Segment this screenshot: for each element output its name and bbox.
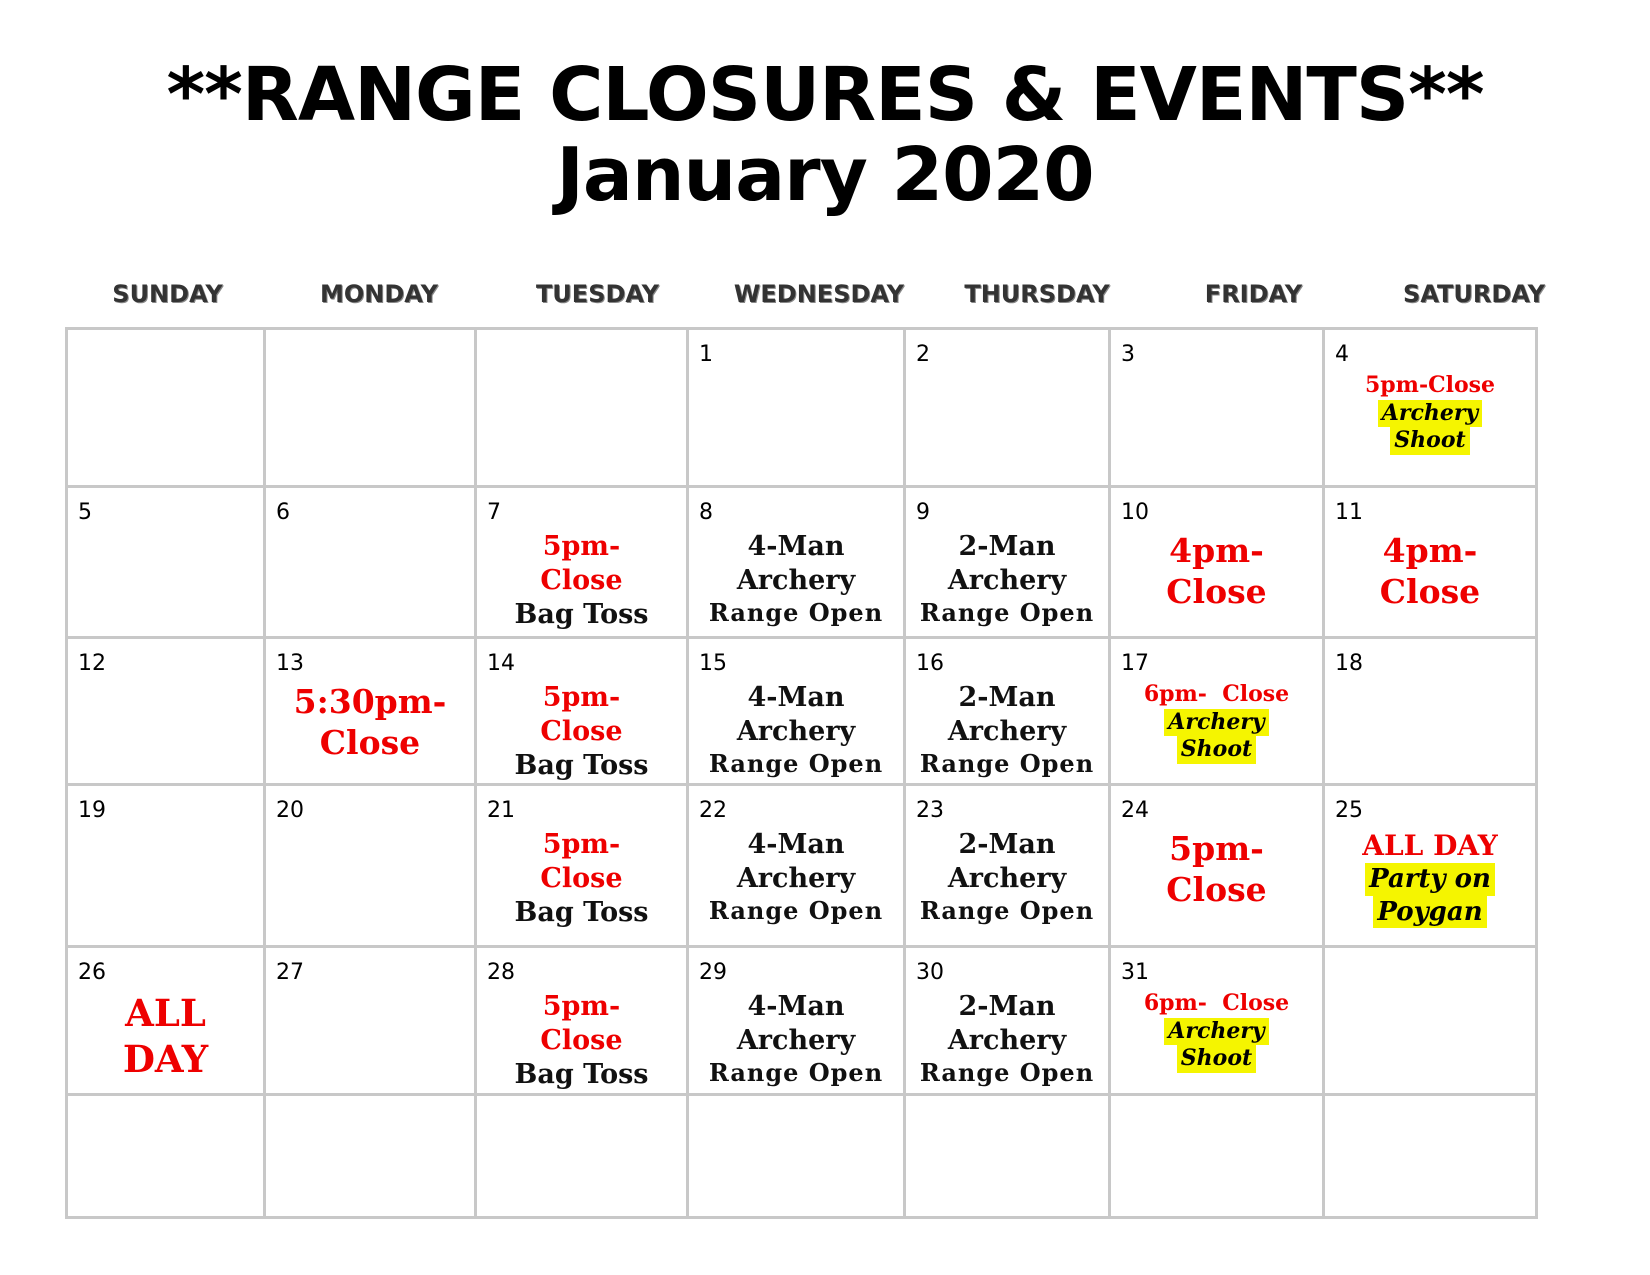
- calendar-day-cell: [265, 947, 476, 1095]
- calendar-grid: [65, 327, 1538, 1219]
- event-text: Range Open: [708, 597, 884, 627]
- highlighted-event-text: Archery: [1164, 1018, 1268, 1046]
- highlighted-event-text: Shoot: [1177, 1045, 1256, 1073]
- day-number: 24: [1121, 798, 1149, 823]
- calendar-day-cell: [476, 487, 688, 638]
- calendar-day-cell: [905, 329, 1110, 487]
- closure-text: 4pm-: [1169, 531, 1264, 570]
- day-events: [477, 990, 686, 1091]
- closure-text: Close: [1379, 572, 1481, 612]
- weekday-friday: FRIDAY: [1204, 280, 1303, 308]
- calendar-day-cell: [1324, 1095, 1537, 1218]
- day-events: [1325, 372, 1535, 455]
- closure-text: 5pm-: [542, 531, 621, 562]
- page-title: **RANGE CLOSURES & EVENTS**: [166, 52, 1484, 138]
- calendar-week-row: [67, 638, 1537, 785]
- weekday-tuesday: TUESDAY: [535, 280, 660, 308]
- day-events: [906, 681, 1108, 779]
- calendar-day-cell: [688, 329, 905, 487]
- calendar-day-cell: [476, 785, 688, 947]
- day-number: 30: [916, 960, 944, 985]
- closure-text: Close: [540, 715, 623, 747]
- day-number: 17: [1121, 651, 1149, 676]
- event-text: Bag Toss: [514, 598, 649, 630]
- calendar-day-cell: [67, 329, 265, 487]
- event-text: Archery: [947, 715, 1067, 747]
- calendar-day-cell: [1110, 487, 1324, 638]
- day-number: 31: [1121, 960, 1149, 985]
- day-events: [266, 681, 474, 764]
- closure-text: 5pm-Close: [1364, 372, 1496, 398]
- day-number: 2: [916, 342, 930, 367]
- day-number: 21: [487, 798, 515, 823]
- calendar-day-cell: [265, 329, 476, 487]
- event-text: Archery: [736, 715, 856, 747]
- calendar-day-cell: [265, 487, 476, 638]
- day-events: [689, 828, 903, 926]
- day-events: [68, 990, 263, 1083]
- calendar-day-cell: [476, 638, 688, 785]
- highlighted-event-text: Party on: [1365, 863, 1495, 896]
- calendar-day-cell: [905, 638, 1110, 785]
- event-text: Bag Toss: [514, 896, 649, 928]
- weekday-header-row: [65, 280, 1584, 316]
- day-events: [1111, 828, 1322, 911]
- closure-text: 5pm-: [542, 991, 621, 1022]
- calendar-day-cell: [688, 638, 905, 785]
- calendar-day-cell: [265, 785, 476, 947]
- day-events: [906, 530, 1108, 628]
- event-text: Archery: [736, 862, 856, 894]
- calendar-day-cell: [1324, 329, 1537, 487]
- calendar-week-row: [67, 947, 1537, 1095]
- event-text: Archery: [947, 1024, 1067, 1056]
- day-events: [477, 530, 686, 631]
- closure-text: Close: [540, 862, 623, 894]
- event-text: Archery: [736, 564, 856, 596]
- day-number: 25: [1335, 798, 1363, 823]
- day-number: 19: [78, 798, 106, 823]
- calendar-day-cell: [1110, 329, 1324, 487]
- calendar-day-cell: [905, 785, 1110, 947]
- closure-text: 6pm- Close: [1143, 990, 1290, 1016]
- day-events: [689, 681, 903, 779]
- calendar-week-row: [67, 1095, 1537, 1218]
- event-text: 4-Man: [747, 531, 845, 562]
- event-text: Archery: [736, 1024, 856, 1056]
- closure-text: ALL: [125, 991, 206, 1035]
- calendar-day-cell: [67, 785, 265, 947]
- weekday-saturday: SATURDAY: [1403, 280, 1545, 308]
- day-number: 5: [78, 500, 92, 525]
- calendar-day-cell: [1324, 638, 1537, 785]
- day-number: 12: [78, 651, 106, 676]
- weekday-monday: MONDAY: [320, 280, 438, 308]
- highlighted-event-text: Poygan: [1373, 896, 1486, 929]
- event-text: Range Open: [708, 895, 884, 925]
- event-text: Bag Toss: [514, 1058, 649, 1090]
- event-text: Archery: [947, 564, 1067, 596]
- closure-text: 5pm-: [542, 682, 621, 713]
- day-number: 15: [699, 651, 727, 676]
- day-number: 28: [487, 960, 515, 985]
- day-events: [1325, 828, 1535, 928]
- day-number: 14: [487, 651, 515, 676]
- event-text: Range Open: [919, 895, 1095, 925]
- calendar-day-cell: [905, 1095, 1110, 1218]
- highlighted-event-text: Shoot: [1390, 427, 1469, 455]
- calendar-day-cell: [1324, 947, 1537, 1095]
- event-text: Range Open: [919, 597, 1095, 627]
- day-events: [1325, 530, 1535, 613]
- day-events: [1111, 530, 1322, 613]
- closure-text: 6pm- Close: [1143, 681, 1290, 707]
- day-events: [906, 990, 1108, 1088]
- calendar-day-cell: [476, 947, 688, 1095]
- event-text: Range Open: [919, 1057, 1095, 1087]
- closure-text: 5pm-: [542, 829, 621, 860]
- event-text: Archery: [947, 862, 1067, 894]
- day-number: 26: [78, 960, 106, 985]
- calendar-week-row: [67, 487, 1537, 638]
- calendar-week-row: [67, 785, 1537, 947]
- closure-text: Close: [1166, 870, 1267, 910]
- calendar-day-cell: [905, 487, 1110, 638]
- weekday-sunday: SUNDAY: [112, 280, 223, 308]
- event-text: Range Open: [708, 748, 884, 778]
- day-number: 27: [276, 960, 304, 985]
- calendar-day-cell: [1324, 785, 1537, 947]
- day-events: [477, 681, 686, 782]
- day-events: [1111, 990, 1322, 1073]
- calendar-day-cell: [67, 487, 265, 638]
- calendar-day-cell: [1110, 947, 1324, 1095]
- closure-text: ALL DAY: [1362, 829, 1498, 862]
- event-text: 2-Man: [958, 991, 1056, 1022]
- calendar-day-cell: [688, 1095, 905, 1218]
- calendar-day-cell: [688, 487, 905, 638]
- day-number: 9: [916, 500, 930, 525]
- calendar-day-cell: [67, 1095, 265, 1218]
- calendar-day-cell: [688, 785, 905, 947]
- calendar-day-cell: [1110, 785, 1324, 947]
- day-number: 6: [276, 500, 290, 525]
- day-events: [477, 828, 686, 929]
- page-subtitle-month: January 2020: [556, 132, 1094, 218]
- day-number: 29: [699, 960, 727, 985]
- day-number: 3: [1121, 342, 1135, 367]
- event-text: 4-Man: [747, 682, 845, 713]
- day-number: 23: [916, 798, 944, 823]
- day-number: 11: [1335, 500, 1363, 525]
- day-events: [689, 990, 903, 1088]
- day-number: 4: [1335, 342, 1349, 367]
- weekday-thursday: THURSDAY: [964, 280, 1110, 308]
- day-events: [1111, 681, 1322, 764]
- closure-text: DAY: [122, 1037, 209, 1082]
- day-number: 16: [916, 651, 944, 676]
- calendar-week-row: [67, 329, 1537, 487]
- calendar-day-cell: [688, 947, 905, 1095]
- day-number: 20: [276, 798, 304, 823]
- day-number: 8: [699, 500, 713, 525]
- day-number: 10: [1121, 500, 1149, 525]
- highlighted-event-text: Archery: [1164, 709, 1268, 737]
- event-text: Bag Toss: [514, 749, 649, 781]
- event-text: 2-Man: [958, 531, 1056, 562]
- closure-text: 5:30pm-: [293, 682, 447, 721]
- day-events: [689, 530, 903, 628]
- event-text: Range Open: [708, 1057, 884, 1087]
- calendar-day-cell: [476, 1095, 688, 1218]
- closure-text: Close: [540, 1024, 623, 1056]
- day-number: 1: [699, 342, 713, 367]
- day-number: 7: [487, 500, 501, 525]
- event-text: 4-Man: [747, 829, 845, 860]
- calendar-day-cell: [265, 1095, 476, 1218]
- calendar-day-cell: [476, 329, 688, 487]
- event-text: Range Open: [919, 748, 1095, 778]
- calendar-day-cell: [1110, 638, 1324, 785]
- closure-text: Close: [540, 564, 623, 596]
- day-number: 22: [699, 798, 727, 823]
- highlighted-event-text: Archery: [1378, 400, 1482, 428]
- calendar-day-cell: [67, 947, 265, 1095]
- event-text: 2-Man: [958, 829, 1056, 860]
- closure-text: Close: [1166, 572, 1267, 612]
- closure-text: 5pm-: [1169, 829, 1264, 868]
- calendar-day-cell: [905, 947, 1110, 1095]
- weekday-wednesday: WEDNESDAY: [733, 280, 905, 308]
- closure-text: Close: [319, 723, 421, 763]
- calendar-day-cell: [67, 638, 265, 785]
- event-text: 4-Man: [747, 991, 845, 1022]
- day-events: [906, 828, 1108, 926]
- calendar-day-cell: [1324, 487, 1537, 638]
- calendar-day-cell: [1110, 1095, 1324, 1218]
- calendar-day-cell: [265, 638, 476, 785]
- closure-text: 4pm-: [1382, 531, 1478, 570]
- event-text: 2-Man: [958, 682, 1056, 713]
- day-number: 18: [1335, 651, 1363, 676]
- highlighted-event-text: Shoot: [1177, 736, 1256, 764]
- day-number: 13: [276, 651, 304, 676]
